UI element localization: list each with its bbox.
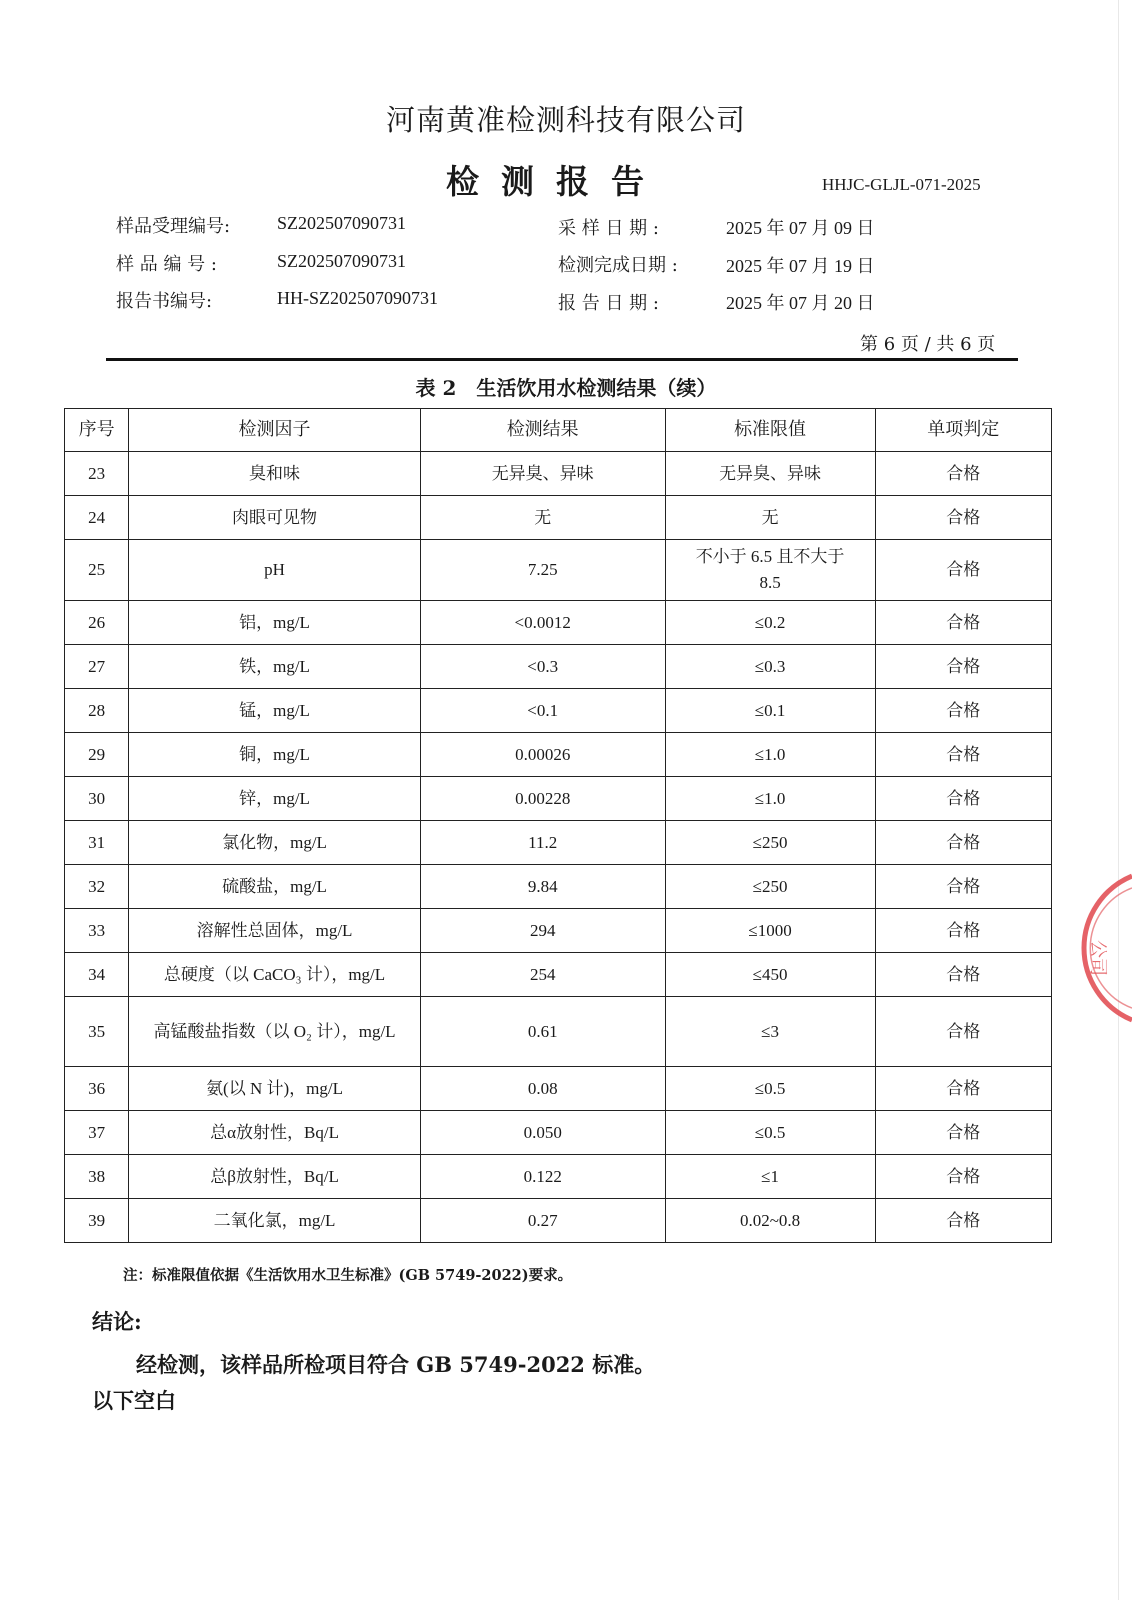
conclusion-text: 经检测，该样品所检项目符合 GB 5749-2022 标准。 bbox=[136, 1352, 656, 1377]
row-number: 37 bbox=[65, 1111, 129, 1155]
test-result: 11.2 bbox=[420, 821, 665, 865]
standard-limit: ≤0.2 bbox=[665, 601, 875, 645]
table-row bbox=[65, 953, 1052, 997]
table-row bbox=[65, 540, 1052, 601]
test-item: 锌，mg/L bbox=[129, 777, 421, 821]
row-number: 25 bbox=[65, 540, 129, 601]
judgement: 合格 bbox=[875, 997, 1051, 1067]
test-item: 铁，mg/L bbox=[129, 645, 421, 689]
test-result: 254 bbox=[420, 953, 665, 997]
report-title: 检测报告 bbox=[446, 162, 666, 201]
standard-limit: ≤0.3 bbox=[665, 645, 875, 689]
table-row bbox=[65, 601, 1052, 645]
info-value: SZ202507090731 bbox=[277, 213, 407, 233]
table-row bbox=[65, 821, 1052, 865]
judgement: 合格 bbox=[875, 953, 1051, 997]
standard-limit: ≤450 bbox=[665, 953, 875, 997]
test-result: 7.25 bbox=[420, 540, 665, 601]
standard-limit: ≤1.0 bbox=[665, 733, 875, 777]
table-row bbox=[65, 997, 1052, 1067]
test-item: 总β放射性，Bq/L bbox=[129, 1155, 421, 1199]
row-number: 32 bbox=[65, 865, 129, 909]
test-item: 总α放射性，Bq/L bbox=[129, 1111, 421, 1155]
judgement: 合格 bbox=[875, 733, 1051, 777]
row-number: 38 bbox=[65, 1155, 129, 1199]
info-value: SZ202507090731 bbox=[277, 251, 407, 271]
company-seal-stamp bbox=[1062, 868, 1132, 1028]
standard-limit: ≤0.5 bbox=[665, 1067, 875, 1111]
test-item: 二氧化氯，mg/L bbox=[129, 1199, 421, 1243]
test-item: 硫酸盐，mg/L bbox=[129, 865, 421, 909]
standard-limit: ≤1000 bbox=[665, 909, 875, 953]
test-result: 0.61 bbox=[420, 997, 665, 1067]
standard-limit: 0.02~0.8 bbox=[665, 1199, 875, 1243]
table-row bbox=[65, 733, 1052, 777]
test-item: 氯化物，mg/L bbox=[129, 821, 421, 865]
row-number: 27 bbox=[65, 645, 129, 689]
judgement: 合格 bbox=[875, 821, 1051, 865]
column-header: 检测因子 bbox=[129, 409, 421, 452]
row-number: 34 bbox=[65, 953, 129, 997]
test-result: 0.08 bbox=[420, 1067, 665, 1111]
judgement: 合格 bbox=[875, 1067, 1051, 1111]
judgement: 合格 bbox=[875, 1111, 1051, 1155]
test-item: 总硬度（以 CaCO₃ 计），mg/L bbox=[129, 953, 421, 997]
row-number: 36 bbox=[65, 1067, 129, 1111]
test-item: 溶解性总固体，mg/L bbox=[129, 909, 421, 953]
judgement: 合格 bbox=[875, 540, 1051, 601]
test-item: 铜，mg/L bbox=[129, 733, 421, 777]
info-value: HH-SZ202507090731 bbox=[277, 288, 438, 308]
table-caption: 表 2 生活饮用水检测结果（续） bbox=[415, 376, 717, 400]
standard-limit: ≤0.5 bbox=[665, 1111, 875, 1155]
test-item: pH bbox=[129, 540, 421, 601]
judgement: 合格 bbox=[875, 452, 1051, 496]
row-number: 23 bbox=[65, 452, 129, 496]
table-note: 注：标准限值依据《生活饮用水卫生标准》(GB 5749-2022)要求。 bbox=[123, 1267, 573, 1284]
table-row bbox=[65, 496, 1052, 540]
info-label: 样 品 编 号 : bbox=[116, 254, 217, 275]
table-row bbox=[65, 1111, 1052, 1155]
column-header: 标准限值 bbox=[665, 409, 875, 452]
test-result: 无异臭、异味 bbox=[420, 452, 665, 496]
row-number: 33 bbox=[65, 909, 129, 953]
row-number: 28 bbox=[65, 689, 129, 733]
row-number: 30 bbox=[65, 777, 129, 821]
test-item: 臭和味 bbox=[129, 452, 421, 496]
row-number: 31 bbox=[65, 821, 129, 865]
company-name: 河南黄准检测科技有限公司 bbox=[385, 103, 746, 137]
judgement: 合格 bbox=[875, 1199, 1051, 1243]
standard-limit: ≤1 bbox=[665, 1155, 875, 1199]
info-value: 2025 年 07 月 19 日 bbox=[726, 256, 875, 276]
standard-limit: ≤1.0 bbox=[665, 777, 875, 821]
table-row bbox=[65, 909, 1052, 953]
conclusion-heading: 结论: bbox=[92, 1309, 142, 1334]
test-result: 9.84 bbox=[420, 865, 665, 909]
info-label: 检测完成日期 : bbox=[558, 255, 678, 276]
stamp-text: 公司 bbox=[1087, 940, 1108, 976]
info-label: 报告书编号: bbox=[116, 291, 213, 312]
standard-limit: 不小于 6.5 且不大于 8.5 bbox=[665, 540, 875, 601]
judgement: 合格 bbox=[875, 1155, 1051, 1199]
row-number: 29 bbox=[65, 733, 129, 777]
row-number: 24 bbox=[65, 496, 129, 540]
judgement: 合格 bbox=[875, 645, 1051, 689]
info-label: 样品受理编号: bbox=[116, 216, 231, 237]
table-row bbox=[65, 777, 1052, 821]
table-row bbox=[65, 645, 1052, 689]
test-item: 肉眼可见物 bbox=[129, 496, 421, 540]
page-indicator: 第 6 页 / 共 6 页 bbox=[860, 334, 996, 355]
report-code: HHJC-GLJL-071-2025 bbox=[822, 175, 981, 194]
test-item: 锰，mg/L bbox=[129, 689, 421, 733]
judgement: 合格 bbox=[875, 909, 1051, 953]
row-number: 39 bbox=[65, 1199, 129, 1243]
table-row bbox=[65, 452, 1052, 496]
info-value: 2025 年 07 月 20 日 bbox=[726, 293, 875, 313]
table-header-row bbox=[65, 409, 1052, 452]
column-header: 单项判定 bbox=[875, 409, 1051, 452]
table-row bbox=[65, 1199, 1052, 1243]
standard-limit: ≤0.1 bbox=[665, 689, 875, 733]
standard-limit: ≤3 bbox=[665, 997, 875, 1067]
table-row bbox=[65, 1067, 1052, 1111]
judgement: 合格 bbox=[875, 865, 1051, 909]
test-result: <0.3 bbox=[420, 645, 665, 689]
info-value: 2025 年 07 月 09 日 bbox=[726, 218, 875, 238]
test-result: 0.27 bbox=[420, 1199, 665, 1243]
blank-marker: 以下空白 bbox=[92, 1388, 176, 1413]
test-result: 无 bbox=[420, 496, 665, 540]
test-result: 0.00026 bbox=[420, 733, 665, 777]
table-row bbox=[65, 689, 1052, 733]
test-result: 294 bbox=[420, 909, 665, 953]
standard-limit: 无 bbox=[665, 496, 875, 540]
judgement: 合格 bbox=[875, 601, 1051, 645]
standard-limit: 无异臭、异味 bbox=[665, 452, 875, 496]
row-number: 35 bbox=[65, 997, 129, 1067]
judgement: 合格 bbox=[875, 777, 1051, 821]
table-row bbox=[65, 865, 1052, 909]
test-item: 氨(以 N 计)，mg/L bbox=[129, 1067, 421, 1111]
judgement: 合格 bbox=[875, 689, 1051, 733]
column-header: 检测结果 bbox=[420, 409, 665, 452]
test-result: <0.0012 bbox=[420, 601, 665, 645]
test-result: <0.1 bbox=[420, 689, 665, 733]
header-divider bbox=[106, 358, 1018, 361]
table-row bbox=[65, 1155, 1052, 1199]
test-result: 0.122 bbox=[420, 1155, 665, 1199]
row-number: 26 bbox=[65, 601, 129, 645]
test-result: 0.050 bbox=[420, 1111, 665, 1155]
test-result: 0.00228 bbox=[420, 777, 665, 821]
test-item: 铝，mg/L bbox=[129, 601, 421, 645]
test-item: 高锰酸盐指数（以 O₂ 计），mg/L bbox=[129, 997, 421, 1067]
info-label: 采 样 日 期 : bbox=[558, 218, 659, 239]
standard-limit: ≤250 bbox=[665, 821, 875, 865]
column-header: 序号 bbox=[65, 409, 129, 452]
standard-limit: ≤250 bbox=[665, 865, 875, 909]
info-label: 报 告 日 期 : bbox=[558, 293, 659, 314]
page-edge bbox=[1118, 0, 1119, 1600]
results-table bbox=[64, 408, 1052, 1243]
judgement: 合格 bbox=[875, 496, 1051, 540]
